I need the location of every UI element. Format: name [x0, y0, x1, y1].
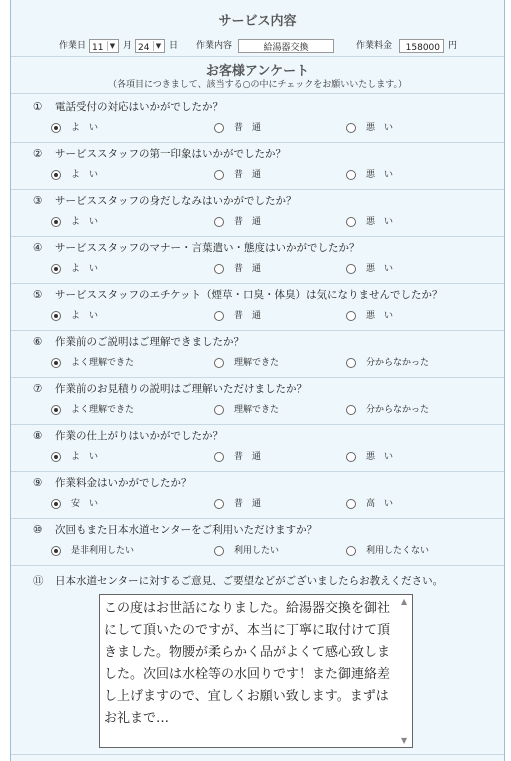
radio-option[interactable]	[346, 543, 429, 556]
question-label: 作業料金はいかがでしたか？	[55, 477, 192, 489]
question-number: ②	[33, 148, 43, 160]
content-field[interactable]: 給湯器交換	[238, 39, 334, 53]
radio-option[interactable]	[51, 167, 98, 180]
radio-button[interactable]	[214, 217, 224, 227]
radio-label: よ い	[71, 452, 99, 462]
radio-option[interactable]	[51, 308, 98, 321]
radio-button[interactable]	[214, 311, 224, 321]
radio-button[interactable]	[346, 170, 356, 180]
radio-button[interactable]	[346, 358, 356, 368]
radio-button[interactable]	[346, 546, 356, 556]
radio-button[interactable]	[346, 264, 356, 274]
question-label: 次回もまた日本水道センターをご利用いただけますか？	[55, 524, 318, 536]
radio-button[interactable]	[214, 264, 224, 274]
month-select[interactable]	[89, 39, 119, 53]
question-label: 作業前のご説明はご理解できましたか？	[55, 336, 244, 348]
radio-label: 普 通	[234, 123, 262, 133]
radio-label: 普 通	[234, 170, 262, 180]
radio-button[interactable]	[346, 311, 356, 321]
radio-option[interactable]	[346, 120, 393, 133]
question-number: ⑨	[33, 477, 43, 489]
radio-button[interactable]	[346, 217, 356, 227]
radio-button[interactable]	[214, 405, 224, 415]
day-unit: 日	[169, 41, 179, 51]
radio-option[interactable]	[346, 402, 429, 415]
radio-label: よ い	[71, 170, 99, 180]
radio-button[interactable]	[51, 217, 61, 227]
question-10	[11, 519, 504, 566]
chevron-up-icon[interactable]: ▲	[401, 597, 408, 606]
question-number: ⑪	[33, 575, 44, 587]
question-text	[33, 193, 297, 208]
question-label: 作業の仕上がりはいかがでしたか？	[55, 430, 223, 442]
question-label: 作業前のお見積りの説明はご理解いただけましたか？	[55, 383, 307, 395]
radio-label: 悪 い	[366, 170, 394, 180]
radio-label: 分からなかった	[366, 405, 430, 415]
day-select[interactable]	[135, 39, 165, 53]
radio-button[interactable]	[51, 358, 61, 368]
radio-label: 悪 い	[366, 217, 394, 227]
question-label: サービススタッフの身だしなみはいかがでしたか？	[55, 195, 297, 207]
radio-button[interactable]	[51, 311, 61, 321]
radio-label: 悪 い	[366, 311, 394, 321]
radio-label: 理解できた	[234, 405, 280, 415]
question-number: ⑧	[33, 430, 43, 442]
radio-label: よ い	[71, 264, 99, 274]
textarea-scrollbar[interactable]	[399, 595, 412, 747]
radio-label: 普 通	[234, 499, 262, 509]
service-title: サービス内容	[218, 14, 297, 29]
radio-label: よく理解できた	[71, 358, 135, 368]
radio-label: 高 い	[366, 499, 394, 509]
radio-button[interactable]	[214, 499, 224, 509]
service-info-row	[11, 38, 504, 54]
radio-label: 普 通	[234, 311, 262, 321]
month-unit: 月	[123, 41, 133, 51]
radio-label: 理解できた	[234, 358, 280, 368]
radio-label: 安 い	[71, 499, 99, 509]
question-text	[33, 287, 443, 302]
comment-textarea[interactable]	[99, 594, 413, 748]
radio-option[interactable]	[214, 308, 261, 321]
question-number: ①	[33, 101, 43, 113]
radio-label: 分からなかった	[366, 358, 430, 368]
question-text	[33, 334, 244, 349]
radio-option[interactable]	[214, 449, 261, 462]
radio-option[interactable]	[214, 167, 261, 180]
question-text	[33, 428, 223, 443]
question-label: サービススタッフのマナー・言葉遣い・態度はいかがでしたか？	[55, 242, 360, 254]
question-number: ⑤	[33, 289, 43, 301]
question-1	[11, 96, 504, 143]
question-label: 電話受付の対応はいかがでしたか？	[55, 101, 223, 113]
radio-label: 悪 い	[366, 123, 394, 133]
radio-button[interactable]	[346, 123, 356, 133]
radio-option[interactable]	[214, 543, 279, 556]
survey-subtitle: （各項目につきまして、該当する○の中にチェックをお願いいたします。）	[107, 80, 407, 90]
radio-option[interactable]	[346, 308, 393, 321]
question-2	[11, 143, 504, 190]
fee-unit: 円	[448, 41, 458, 51]
radio-label: よ い	[71, 123, 99, 133]
date-label: 作業日	[59, 41, 87, 51]
radio-option[interactable]	[214, 261, 261, 274]
radio-label: 悪 い	[366, 452, 394, 462]
radio-option[interactable]	[51, 120, 98, 133]
radio-button[interactable]	[51, 264, 61, 274]
question-number: ⑩	[33, 524, 43, 536]
radio-option[interactable]	[51, 543, 134, 556]
content-label: 作業内容	[196, 41, 233, 51]
fee-label: 作業料金	[356, 41, 393, 51]
radio-option[interactable]	[214, 214, 261, 227]
radio-option[interactable]	[51, 355, 134, 368]
radio-option[interactable]	[51, 402, 134, 415]
radio-button[interactable]	[51, 452, 61, 462]
question-number: ③	[33, 195, 43, 207]
radio-option[interactable]	[51, 261, 98, 274]
radio-option[interactable]	[214, 355, 279, 368]
divider	[11, 754, 504, 755]
question-label: サービススタッフのエチケット（煙草・口臭・体臭）は気になりませんでしたか？	[55, 289, 443, 301]
divider	[11, 565, 504, 566]
radio-label: よ い	[71, 311, 99, 321]
radio-option[interactable]	[346, 261, 393, 274]
radio-label: 利用したくない	[366, 546, 430, 556]
radio-label: 悪 い	[366, 264, 394, 274]
radio-button[interactable]	[51, 546, 61, 556]
question-8	[11, 425, 504, 472]
divider	[11, 93, 504, 94]
day-value: 24	[138, 43, 150, 53]
question-number: ⑦	[33, 383, 43, 395]
question-11-text	[33, 573, 443, 588]
question-text	[33, 381, 307, 396]
survey-title: お客様アンケート	[205, 64, 310, 79]
radio-button[interactable]	[51, 499, 61, 509]
chevron-down-icon: ▼	[153, 41, 163, 51]
question-text	[33, 99, 223, 114]
radio-button[interactable]	[214, 170, 224, 180]
radio-label: 普 通	[234, 217, 262, 227]
radio-option[interactable]	[346, 496, 393, 509]
survey-panel	[10, 0, 505, 761]
radio-option[interactable]	[214, 496, 261, 509]
radio-label: 普 通	[234, 452, 262, 462]
radio-label: 普 通	[234, 264, 262, 274]
question-text	[33, 475, 192, 490]
radio-option[interactable]	[346, 449, 393, 462]
question-text	[33, 240, 360, 255]
chevron-down-icon: ▼	[107, 41, 117, 51]
month-value: 11	[92, 43, 104, 53]
question-text	[33, 522, 317, 537]
comment-text: この度はお世話になりました。給湯器交換を御社にして頂いたのですが、本当に丁寧に取付けて頂きました。物腰が柔らかく品がよくて感心致しました。次回は水栓等の水回りです！また御連絡差し上げますので、宜しくお願い致します。まずはお礼まで…	[104, 601, 391, 726]
radio-option[interactable]	[346, 355, 429, 368]
fee-field[interactable]: 158000	[399, 39, 444, 53]
radio-button[interactable]	[51, 170, 61, 180]
radio-option[interactable]	[346, 167, 393, 180]
question-5	[11, 284, 504, 331]
radio-button[interactable]	[214, 123, 224, 133]
radio-option[interactable]	[346, 214, 393, 227]
radio-option[interactable]	[51, 214, 98, 227]
radio-button[interactable]	[51, 405, 61, 415]
radio-button[interactable]	[214, 546, 224, 556]
radio-label: よ い	[71, 217, 99, 227]
radio-label: よく理解できた	[71, 405, 135, 415]
question-number: ⑥	[33, 336, 43, 348]
radio-option[interactable]	[51, 496, 98, 509]
radio-button[interactable]	[214, 358, 224, 368]
question-6	[11, 331, 504, 378]
chevron-down-icon[interactable]: ▼	[401, 736, 408, 745]
radio-option[interactable]	[51, 449, 98, 462]
question-label: 日本水道センターに対するご意見、ご要望などがございましたらお教えください。	[55, 575, 444, 587]
radio-option[interactable]	[214, 402, 279, 415]
radio-button[interactable]	[51, 123, 61, 133]
radio-button[interactable]	[346, 499, 356, 509]
question-4	[11, 237, 504, 284]
question-7	[11, 378, 504, 425]
question-3	[11, 190, 504, 237]
radio-label: 是非利用したい	[71, 546, 135, 556]
question-number: ④	[33, 242, 43, 254]
radio-option[interactable]	[214, 120, 261, 133]
question-text	[33, 146, 286, 161]
radio-label: 利用したい	[234, 546, 280, 556]
question-label: サービススタッフの第一印象はいかがでしたか？	[55, 148, 286, 160]
radio-button[interactable]	[346, 405, 356, 415]
radio-button[interactable]	[346, 452, 356, 462]
question-9	[11, 472, 504, 519]
divider	[11, 56, 504, 57]
radio-button[interactable]	[214, 452, 224, 462]
